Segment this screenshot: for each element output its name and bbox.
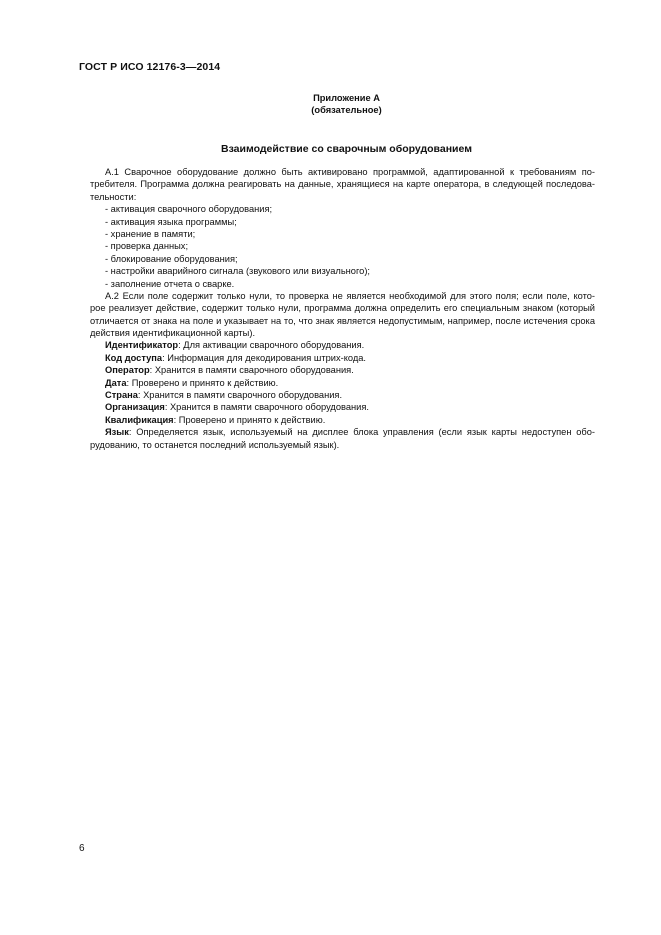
paragraph-a2-line: рое реализует действие, содержит только нули, программа должна определить его специальным знаком (который <box>90 303 595 314</box>
field-description: : Определяется язык, используемый на дисплее блока управления (если язык карты недоступен обо- <box>128 427 595 438</box>
appendix-subtitle: (обязательное) <box>311 105 382 115</box>
field-description: : Хранится в памяти сварочного оборудования. <box>164 402 369 413</box>
field-description: : Проверено и принято к действию. <box>173 414 326 425</box>
field-term: Оператор <box>105 365 150 376</box>
field-description: : Для активации сварочного оборудования. <box>178 340 365 351</box>
field-description: : Информация для декодирования штрих-кода. <box>162 352 367 363</box>
paragraph-a2-line: действия идентификационной карты). <box>90 328 256 339</box>
field-description-continued: рудованию, то останется последний используемый язык). <box>90 439 340 450</box>
document-header: ГОСТ Р ИСО 12176-3—2014 <box>79 61 221 73</box>
paragraph-a1-line: А.1 Сварочное оборудование должно быть активировано программой, адаптированной к требованиям по- <box>105 167 595 177</box>
field-term: Организация <box>105 402 165 413</box>
field-description: : Проверено и принято к действию. <box>126 377 279 388</box>
field-definition <box>90 389 595 401</box>
field-definition <box>90 401 595 413</box>
paragraph-a2-line: А.2 Если поле содержит только нули, то проверка не является необходимой для этого поля; если поле, кото- <box>105 290 595 301</box>
page-number: 6 <box>79 843 85 854</box>
paragraph-a1-line: тельности: <box>90 191 137 202</box>
list-item: - активация сварочного оборудования; <box>105 204 273 215</box>
field-term: Дата <box>105 377 127 388</box>
list-item: - настройки аварийного сигнала (звукового или визуального); <box>105 266 370 277</box>
list-item: - хранение в памяти; <box>105 228 196 239</box>
document-body <box>90 166 595 451</box>
field-definition <box>90 426 595 438</box>
list-item: - проверка данных; <box>105 241 189 252</box>
field-definition <box>90 339 595 351</box>
list-item: - блокирование оборудования; <box>105 253 238 264</box>
field-term: Квалификация <box>105 414 174 425</box>
field-definition <box>90 352 595 364</box>
field-definition <box>90 364 595 376</box>
section-title: Взаимодействие со сварочным оборудованием <box>221 143 472 155</box>
appendix-title: Приложение А <box>313 93 380 103</box>
field-term: Идентификатор <box>105 340 179 351</box>
field-term: Страна <box>105 390 138 401</box>
field-description: : Хранится в памяти сварочного оборудования. <box>149 365 354 376</box>
list-item: - активация языка программы; <box>105 216 237 227</box>
field-definition <box>90 377 595 389</box>
appendix-heading <box>0 92 661 116</box>
paragraph-a1-line: требителя. Программа должна реагировать на данные, хранящиеся на карте оператора, в следующей последова- <box>90 179 595 190</box>
field-term: Язык <box>105 427 129 438</box>
field-definition <box>90 414 595 426</box>
field-description: : Хранится в памяти сварочного оборудования. <box>137 390 343 401</box>
field-term: Код доступа <box>105 352 163 363</box>
paragraph-a2-line: отличается от знака на поле и указывает на то, что знак является недопустимым, например, после истечения срока <box>90 315 595 326</box>
list-item: - заполнение отчета о сварке. <box>105 278 235 289</box>
